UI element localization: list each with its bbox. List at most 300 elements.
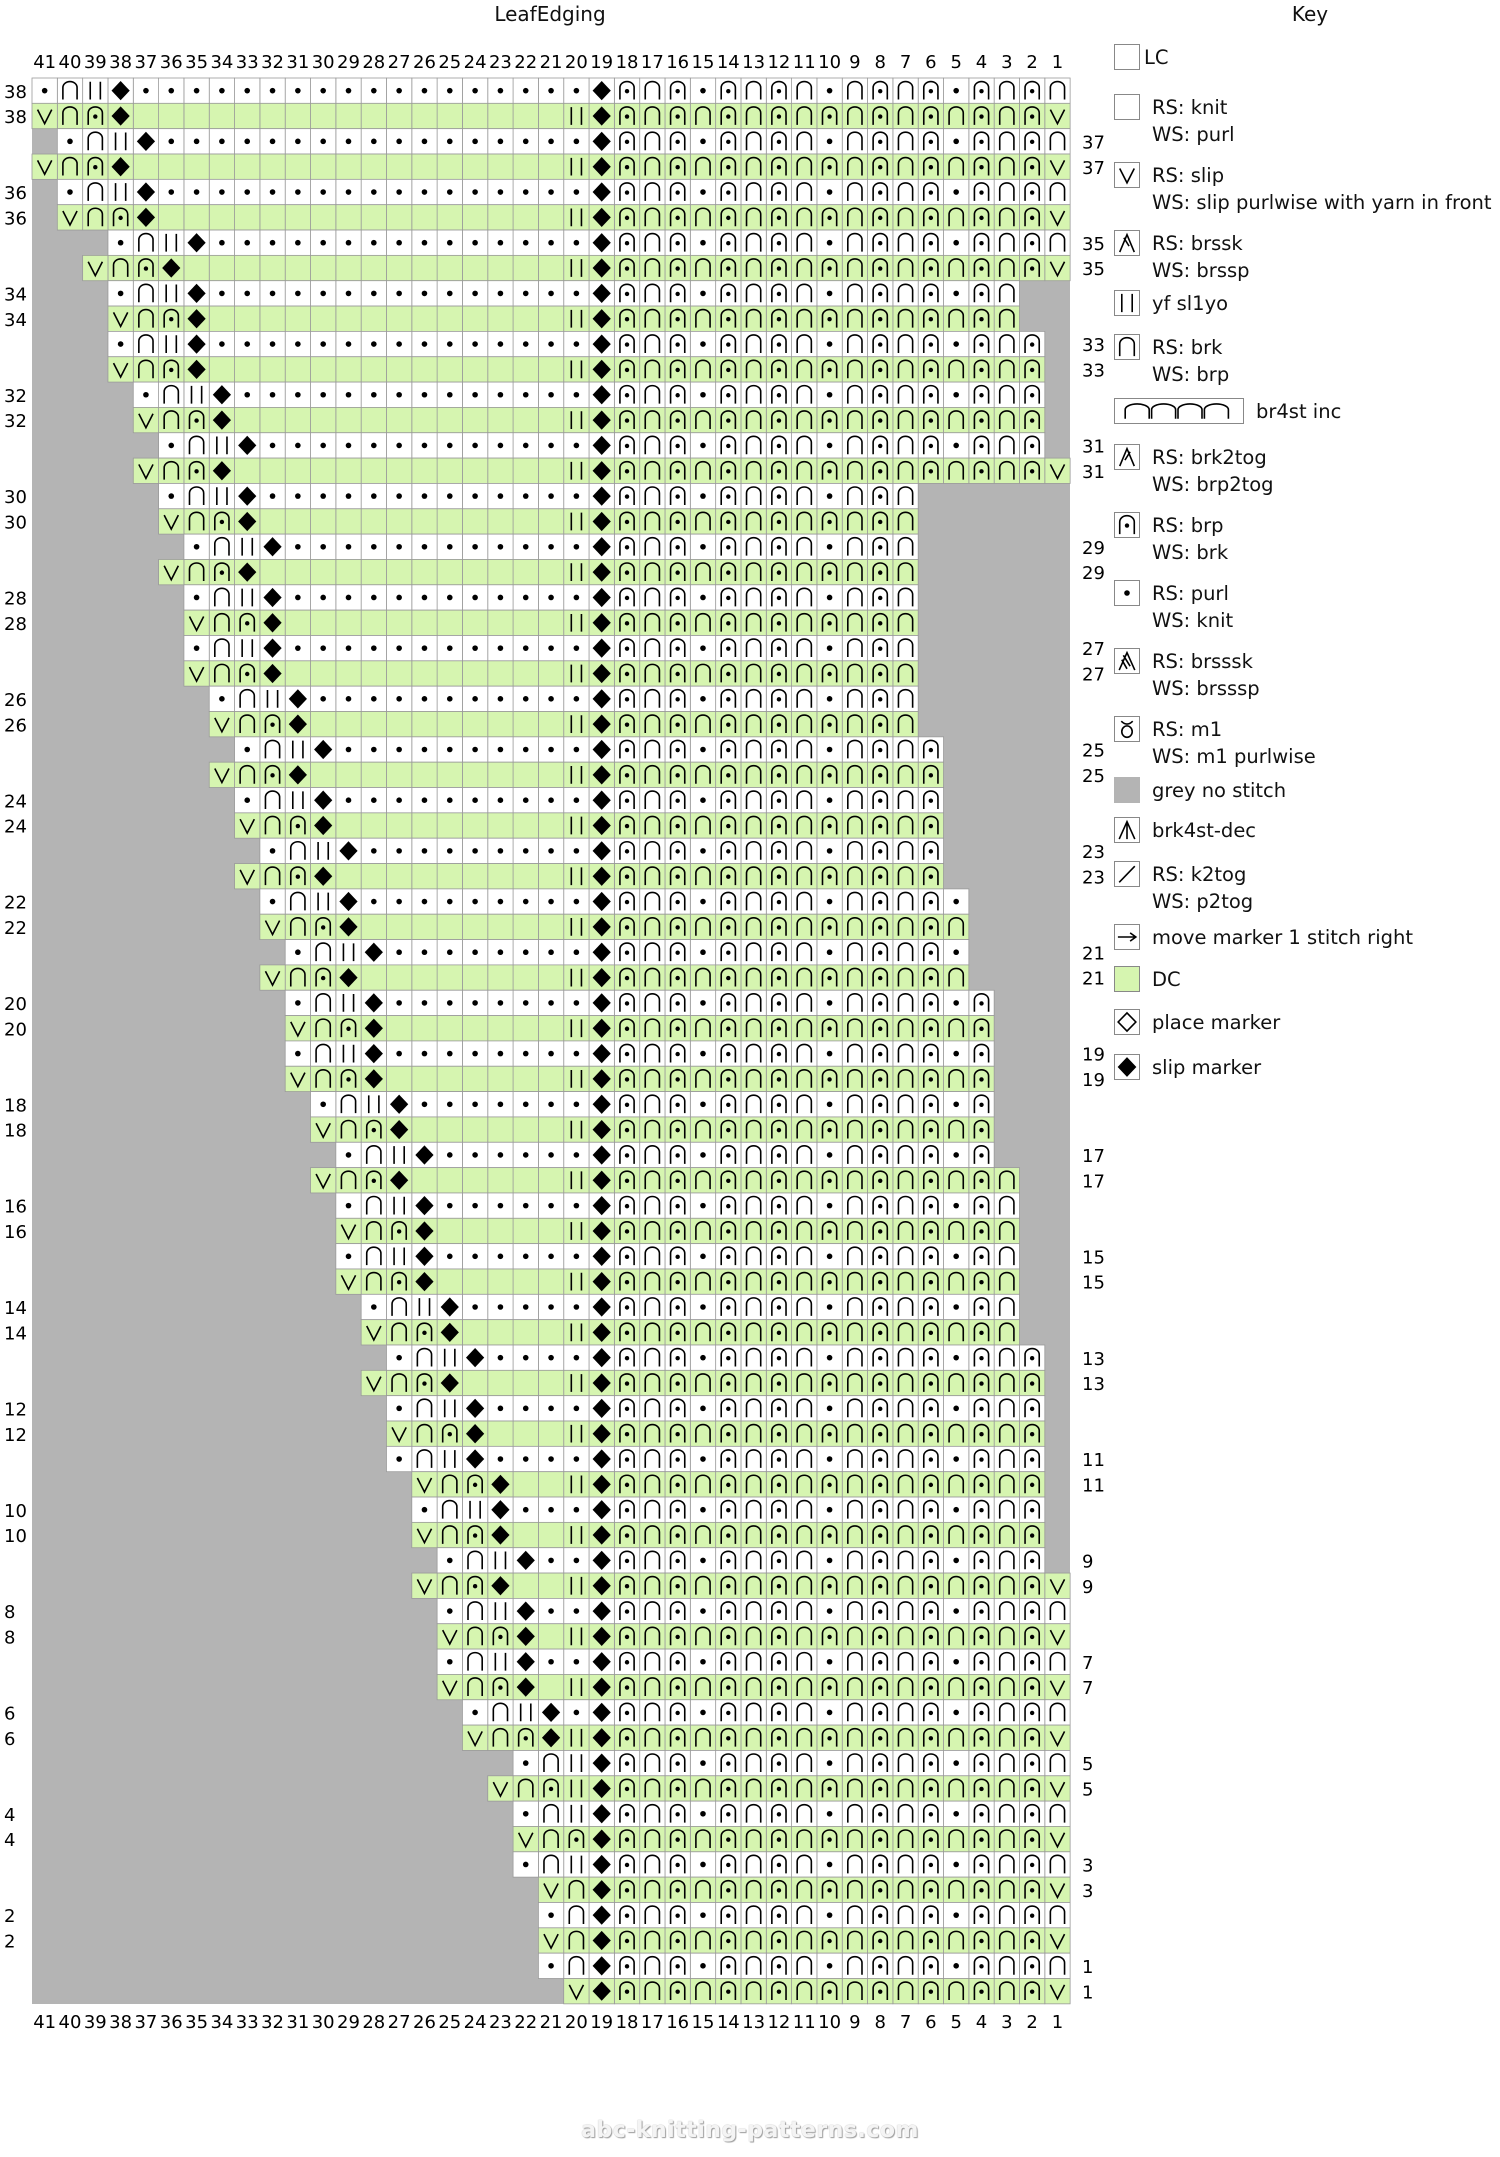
key-item [1114, 44, 1168, 71]
purl-symbol [827, 240, 833, 246]
stitch-cell [462, 1168, 487, 1193]
purl-symbol [498, 949, 504, 955]
stitch-cell [488, 154, 513, 179]
key-item-label: move marker 1 stitch right [1152, 926, 1414, 949]
purl-symbol [953, 1355, 959, 1361]
row-number: 9 [1082, 1576, 1094, 1598]
purl-symbol [244, 139, 250, 145]
purl-symbol [447, 1608, 453, 1614]
stitch-cell [513, 1168, 538, 1193]
purl-symbol [574, 1051, 580, 1057]
stitch-cell [513, 1522, 538, 1547]
row-number: 14 [4, 1298, 27, 1320]
stitch-cell [488, 306, 513, 331]
column-number: 14 [716, 2012, 740, 2033]
stitch-cell [437, 103, 462, 128]
stitch-cell [538, 610, 563, 635]
purl-symbol [498, 139, 504, 145]
stitch-cell [361, 407, 386, 432]
stitch-cell [488, 712, 513, 737]
purl-symbol [168, 493, 174, 499]
purl-symbol [371, 645, 377, 651]
stitch-cell [285, 407, 310, 432]
purl-symbol [827, 1760, 833, 1766]
purl-symbol [827, 1659, 833, 1665]
stitch-cell [564, 306, 589, 331]
stitch-cell [437, 1066, 462, 1091]
stitch-cell [311, 889, 336, 914]
purl-symbol [953, 1000, 959, 1006]
stitch-cell [260, 205, 285, 230]
column-number: 32 [261, 2012, 284, 2033]
purl-symbol [371, 1304, 377, 1310]
stitch-cell [488, 357, 513, 382]
stitch-cell [564, 1776, 589, 1801]
stitch-cell [437, 1168, 462, 1193]
purl-symbol [244, 240, 250, 246]
stitch-cell [386, 458, 411, 483]
key-item [1114, 334, 1229, 388]
key-item-label: RS: brssk WS: brssp [1152, 232, 1250, 282]
stitch-cell [285, 610, 310, 635]
stitch-cell [538, 965, 563, 990]
purl-symbol [346, 291, 352, 297]
purl-symbol [827, 443, 833, 449]
purl-symbol [700, 1152, 706, 1158]
column-number: 9 [849, 52, 861, 73]
stitch-cell [159, 331, 184, 356]
stitch-cell [361, 813, 386, 838]
purl-symbol [523, 1456, 529, 1462]
purl-symbol [523, 1304, 529, 1310]
purl-symbol [295, 139, 301, 145]
stitch-cell [462, 661, 487, 686]
row-number: 35 [1082, 259, 1105, 281]
column-number: 10 [818, 2012, 842, 2033]
purl-symbol [371, 240, 377, 246]
key-item-label: DC [1152, 968, 1181, 991]
purl-symbol [574, 392, 580, 398]
purl-symbol [827, 1862, 833, 1868]
purl-symbol [320, 645, 326, 651]
purl-symbol [219, 240, 225, 246]
row-number: 32 [4, 385, 27, 407]
stitch-cell [412, 559, 437, 584]
purl-symbol [548, 595, 554, 601]
purl-symbol [472, 645, 478, 651]
stitch-cell [538, 154, 563, 179]
stitch-cell [462, 205, 487, 230]
purl-symbol [396, 240, 402, 246]
purl-symbol [548, 1000, 554, 1006]
key-item-label: RS: m1 WS: m1 purlwise [1152, 718, 1316, 768]
purl-symbol [548, 949, 554, 955]
stitch-cell [209, 357, 234, 382]
purl-symbol [396, 899, 402, 905]
key-item [1114, 94, 1235, 148]
purl-symbol [548, 493, 554, 499]
purl-symbol [320, 392, 326, 398]
purl-symbol [498, 1101, 504, 1107]
purl-symbol [953, 1203, 959, 1209]
column-number: 35 [185, 52, 209, 73]
purl-symbol [270, 291, 276, 297]
row-number: 24 [4, 791, 27, 813]
column-number: 10 [818, 52, 842, 73]
chart-row [361, 1320, 1019, 1345]
column-number: 6 [925, 52, 937, 73]
stitch-cell [564, 103, 589, 128]
purl-symbol [396, 443, 402, 449]
purl-symbol [574, 291, 580, 297]
purl-symbol [498, 645, 504, 651]
purl-symbol [371, 696, 377, 702]
stitch-cell [412, 1066, 437, 1091]
stitch-cell [462, 458, 487, 483]
site-watermark: abc-knitting-patterns.com [581, 2118, 919, 2143]
purl-symbol [447, 493, 453, 499]
purl-symbol [270, 493, 276, 499]
stitch-cell [184, 103, 209, 128]
purl-symbol [346, 139, 352, 145]
purl-symbol [422, 1101, 428, 1107]
purl-symbol [472, 443, 478, 449]
row-number: 28 [4, 613, 27, 635]
stitch-cell [538, 407, 563, 432]
purl-symbol [371, 443, 377, 449]
purl-symbol [827, 747, 833, 753]
purl-symbol [422, 645, 428, 651]
purl-symbol [498, 1456, 504, 1462]
purl-symbol [827, 1101, 833, 1107]
stitch-cell [462, 1370, 487, 1395]
purl-symbol [320, 139, 326, 145]
stitch-cell [513, 509, 538, 534]
purl-symbol [523, 1101, 529, 1107]
purl-symbol [827, 1051, 833, 1057]
purl-symbol [827, 1963, 833, 1969]
purl-symbol [472, 291, 478, 297]
chart-row [386, 1345, 1044, 1370]
purl-symbol [422, 291, 428, 297]
stitch-cell [336, 940, 361, 965]
purl-symbol [827, 1558, 833, 1564]
purl-symbol [523, 291, 529, 297]
purl-symbol [548, 392, 554, 398]
purl-symbol [574, 595, 580, 601]
stitch-cell [538, 1066, 563, 1091]
purl-symbol [700, 797, 706, 803]
purl-symbol [574, 1254, 580, 1260]
stitch-cell [513, 407, 538, 432]
stitch-cell [513, 1066, 538, 1091]
stitch-cell [336, 306, 361, 331]
purl-symbol [700, 1659, 706, 1665]
stitch-cell [513, 712, 538, 737]
purl-symbol [447, 899, 453, 905]
stitch-cell [412, 1168, 437, 1193]
purl-symbol [447, 747, 453, 753]
column-number: 37 [134, 2012, 158, 2033]
purl-symbol [244, 88, 250, 94]
column-number: 21 [539, 52, 563, 73]
stitch-cell [260, 559, 285, 584]
stitch-cell [235, 103, 260, 128]
purl-symbol [548, 696, 554, 702]
stitch-cell [311, 255, 336, 280]
stitch-cell [488, 610, 513, 635]
purl-symbol [548, 1355, 554, 1361]
purl-symbol [219, 341, 225, 347]
stitch-cell [159, 205, 184, 230]
purl-symbol [346, 392, 352, 398]
stitch-cell [538, 914, 563, 939]
purl-symbol [574, 544, 580, 550]
stitch-cell [538, 559, 563, 584]
key-item-label: yf sl1yo [1152, 292, 1229, 315]
purl-symbol [827, 949, 833, 955]
purl-symbol [472, 139, 478, 145]
purl-symbol [320, 493, 326, 499]
stitch-cell [412, 154, 437, 179]
stitch-cell [513, 154, 538, 179]
stitch-cell [336, 864, 361, 889]
stitch-cell [412, 306, 437, 331]
column-number: 25 [438, 52, 462, 73]
column-number: 17 [640, 52, 664, 73]
stitch-cell [336, 813, 361, 838]
row-number: 37 [1082, 157, 1105, 179]
purl-symbol [422, 240, 428, 246]
stitch-cell [538, 864, 563, 889]
purl-symbol [447, 392, 453, 398]
purl-symbol [498, 88, 504, 94]
purl-symbol [396, 1355, 402, 1361]
purl-symbol [472, 1254, 478, 1260]
purl-symbol [422, 392, 428, 398]
stitch-cell [159, 154, 184, 179]
purl-symbol [953, 189, 959, 195]
purl-symbol [498, 1406, 504, 1412]
purl-symbol [548, 544, 554, 550]
stitch-cell [538, 1674, 563, 1699]
stitch-cell [437, 1218, 462, 1243]
row-number: 27 [1082, 664, 1105, 686]
key-item [1114, 290, 1228, 317]
purl-symbol [523, 848, 529, 854]
purl-symbol [574, 1000, 580, 1006]
purl-symbol [270, 240, 276, 246]
row-number: 15 [1082, 1272, 1105, 1294]
purl-symbol [371, 392, 377, 398]
stitch-cell [361, 357, 386, 382]
stitch-cell [336, 255, 361, 280]
purl-symbol [523, 1811, 529, 1817]
column-number: 7 [899, 2012, 912, 2033]
purl-symbol [548, 848, 554, 854]
purl-symbol [320, 189, 326, 195]
stitch-cell [564, 1320, 589, 1345]
stitch-cell [513, 1117, 538, 1142]
purl-symbol [472, 949, 478, 955]
purl-symbol [472, 544, 478, 550]
key-item [1114, 966, 1181, 993]
purl-symbol [700, 899, 706, 905]
purl-symbol [827, 1608, 833, 1614]
purl-symbol [118, 341, 124, 347]
purl-symbol [523, 1051, 529, 1057]
row-number: 2 [4, 1931, 16, 1953]
row-number: 34 [4, 309, 27, 331]
stitch-cell [462, 610, 487, 635]
brssk-icon [1114, 230, 1140, 256]
purl-symbol [827, 1203, 833, 1209]
stitch-cell [564, 1522, 589, 1547]
purl-symbol [953, 88, 959, 94]
purl-symbol [396, 696, 402, 702]
stitch-cell [462, 1497, 487, 1522]
row-number: 18 [4, 1120, 27, 1142]
slip-marker-icon [1114, 1054, 1140, 1080]
stitch-cell [564, 1421, 589, 1446]
purl-symbol [700, 1355, 706, 1361]
stitch-cell [311, 306, 336, 331]
row-number: 11 [1082, 1475, 1105, 1497]
purl-symbol [396, 341, 402, 347]
purl-symbol [194, 139, 200, 145]
purl-symbol [574, 1203, 580, 1209]
stitch-cell [386, 762, 411, 787]
key-item-label: br4st inc [1256, 400, 1342, 423]
stitch-cell [488, 1421, 513, 1446]
stitch-cell [412, 864, 437, 889]
stitch-cell [538, 1016, 563, 1041]
purl-symbol [700, 240, 706, 246]
row-number: 29 [1082, 537, 1105, 559]
purl-symbol [447, 595, 453, 601]
column-number: 4 [975, 2012, 988, 2033]
purl-symbol [244, 341, 250, 347]
stitch-cell [437, 712, 462, 737]
key-item-label: RS: brk WS: brp [1152, 336, 1230, 386]
stitch-cell [462, 965, 487, 990]
purl-symbol [523, 1507, 529, 1513]
stitch-cell [513, 1218, 538, 1243]
column-number: 27 [387, 2012, 411, 2033]
row-number: 23 [1082, 841, 1105, 863]
purl-symbol [523, 1152, 529, 1158]
purl-symbol [953, 443, 959, 449]
stitch-cell [336, 154, 361, 179]
purl-symbol [447, 1152, 453, 1158]
row-number: 19 [1082, 1044, 1105, 1066]
purl-symbol [523, 645, 529, 651]
row-number: 20 [4, 1019, 27, 1041]
purl-symbol [422, 747, 428, 753]
stitch-cell [361, 255, 386, 280]
purl-symbol [498, 493, 504, 499]
stitch-cell [209, 255, 234, 280]
stitch-cell [311, 610, 336, 635]
stitch-cell [488, 762, 513, 787]
stitch-cell [260, 154, 285, 179]
purl-symbol [498, 1254, 504, 1260]
purl-symbol [523, 1203, 529, 1209]
purl-symbol [472, 747, 478, 753]
stitch-cell [564, 1750, 589, 1775]
purl-symbol [219, 139, 225, 145]
purl-symbol [447, 1051, 453, 1057]
stitch-cell [184, 205, 209, 230]
stitch-cell [386, 1016, 411, 1041]
purl-symbol [396, 189, 402, 195]
purl-symbol [346, 341, 352, 347]
purl-symbol [953, 291, 959, 297]
purl-symbol [523, 189, 529, 195]
stitch-cell [538, 762, 563, 787]
purl-symbol [67, 189, 73, 195]
purl-symbol [548, 443, 554, 449]
purl-symbol [447, 797, 453, 803]
stitch-cell [538, 1168, 563, 1193]
purl-symbol [371, 595, 377, 601]
stitch-cell [386, 1142, 411, 1167]
column-number: 2 [1026, 2012, 1038, 2033]
purl-symbol [422, 595, 428, 601]
key-item [1114, 648, 1260, 702]
column-labels-bottom [33, 2012, 1063, 2033]
purl-symbol [472, 1304, 478, 1310]
row-number: 21 [1082, 943, 1105, 965]
purl-symbol [295, 189, 301, 195]
purl-symbol [827, 899, 833, 905]
stitch-cell [462, 559, 487, 584]
purl-symbol [472, 797, 478, 803]
stitch-cell [513, 205, 538, 230]
column-number: 7 [899, 52, 912, 73]
stitch-cell [336, 1041, 361, 1066]
stitch-cell [386, 712, 411, 737]
key-item [1114, 398, 1341, 425]
purl-symbol [523, 139, 529, 145]
key-item-label: RS: brsssk WS: brsssp [1152, 650, 1260, 700]
stitch-cell [564, 458, 589, 483]
purl-symbol [472, 1203, 478, 1209]
purl-symbol [472, 88, 478, 94]
column-number: 40 [58, 2012, 82, 2033]
purl-symbol [574, 645, 580, 651]
stitch-cell [488, 1320, 513, 1345]
stitch-cell [462, 1320, 487, 1345]
row-number: 1 [1082, 1982, 1094, 2004]
stitch-cell [437, 458, 462, 483]
stitch-cell [513, 458, 538, 483]
purl-symbol [827, 1710, 833, 1716]
stitch-cell [462, 1117, 487, 1142]
stitch-cell [488, 407, 513, 432]
stitch-cell [437, 1117, 462, 1142]
purl-symbol [371, 189, 377, 195]
purl-symbol [447, 189, 453, 195]
stitch-cell [564, 205, 589, 230]
row-number: 8 [4, 1602, 16, 1624]
purl-symbol [953, 1811, 959, 1817]
column-number: 41 [33, 52, 57, 73]
row-number: 26 [4, 715, 27, 737]
purl-symbol [498, 291, 504, 297]
stitch-cell [564, 965, 589, 990]
purl-symbol [548, 1507, 554, 1513]
